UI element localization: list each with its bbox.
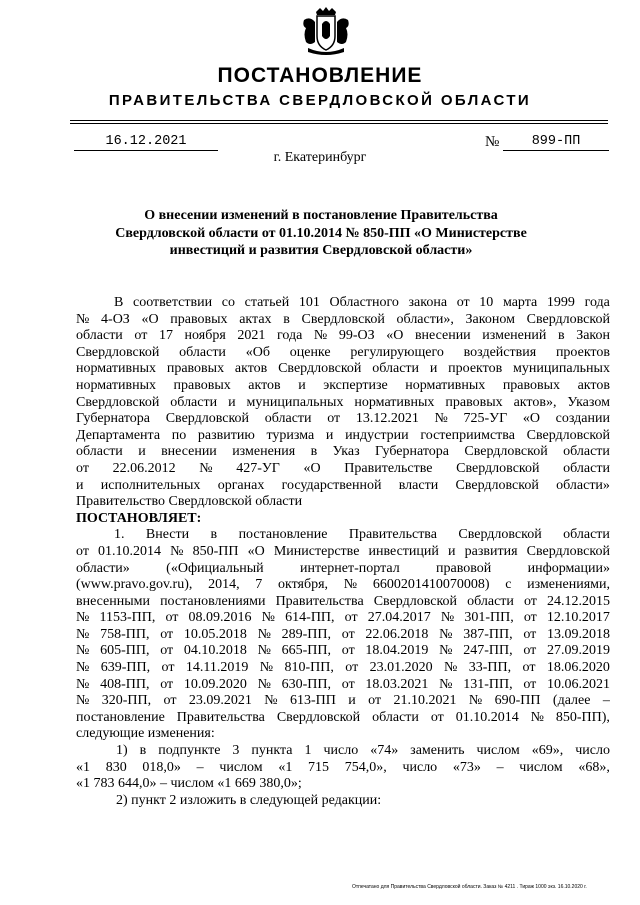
text-line: «1 783 644,0» – числом «1 669 380,0»; bbox=[76, 776, 302, 792]
text-line: Свердловской области и муниципальных нормативных правовых актов», Указом bbox=[76, 394, 610, 410]
text-line: области и внесении изменения в Указ Губернатора Свердловской области bbox=[76, 444, 610, 460]
text-line: Свердловской области «Об оценке регулирующего воздействия проектов bbox=[76, 344, 610, 360]
coat-of-arms-icon bbox=[300, 6, 352, 56]
text-line: № 1153-ПП, от 08.09.2016 № 614-ПП, от 27.04.2017 № 301-ПП, от 12.10.2017 bbox=[76, 610, 610, 626]
text-line: В соответствии со статьей 101 Областного закона от 10 марта 1999 года bbox=[114, 295, 610, 310]
document-body bbox=[76, 295, 610, 809]
text-line: от 01.10.2014 № 850-ПП «О Министерстве инвестиций и развития Свердловской bbox=[76, 543, 610, 559]
city: г. Екатеринбург bbox=[273, 150, 367, 165]
text-line: Департамента по развитию туризма и индустрии гостеприимства Свердловской bbox=[76, 427, 610, 443]
text-line: «1 830 018,0» – числом «1 715 754,0», число «73» – числом «68», bbox=[76, 759, 610, 775]
number-label: № bbox=[485, 134, 500, 150]
text-line: нормативных правовых актов Свердловской области и проектов муниципальных bbox=[76, 361, 610, 377]
header-divider bbox=[70, 120, 608, 121]
subitem-2: 2) пункт 2 изложить в следующей редакции: bbox=[116, 792, 382, 808]
text-line: Губернатора Свердловской области от 13.12.2021 № 725-УГ «О создании bbox=[76, 411, 610, 427]
document-subject: О внесении изменений в постановление Правительства Свердловской области от 01.10.2014 № 850-ПП «О Министерстве инвестиций и развития Свердловской области» bbox=[115, 208, 527, 258]
preamble bbox=[76, 295, 610, 511]
text-line: и исполнительных органах государственной власти Свердловской области» bbox=[76, 477, 610, 493]
text-line: от 22.06.2012 № 427-УГ «О Правительстве Свердловской области bbox=[76, 460, 610, 476]
header-divider-thin bbox=[70, 123, 608, 124]
text-line: № 4-ОЗ «О правовых актах в Свердловской области», Законом Свердловской bbox=[76, 311, 610, 327]
item-1 bbox=[76, 527, 610, 743]
subitem-1 bbox=[76, 743, 610, 793]
text-line: № 639-ПП, от 14.11.2019 № 810-ПП, от 23.01.2020 № 33-ПП, от 18.06.2020 bbox=[76, 660, 610, 676]
text-line: 1. Внести в постановление Правительства Свердловской области bbox=[114, 527, 610, 543]
document-date: 16.12.2021 bbox=[74, 134, 218, 151]
text-line: постановление Правительства Свердловской области от 01.10.2014 № 850-ПП), bbox=[76, 709, 610, 725]
text-line: № 605-ПП, от 04.10.2018 № 665-ПП, от 18.04.2019 № 247-ПП, от 27.09.2019 bbox=[76, 643, 610, 659]
text-line: 1) в подпункте 3 пункта 1 число «74» заменить числом «69», число bbox=[116, 743, 610, 759]
text-line: № 758-ПП, от 10.05.2018 № 289-ПП, от 22.06.2018 № 387-ПП, от 13.09.2018 bbox=[76, 626, 610, 642]
text-line: нормативных правовых актов и экспертизе нормативных правовых актов bbox=[76, 377, 610, 393]
text-line: следующие изменения: bbox=[76, 726, 215, 742]
resolves-heading: ПОСТАНОВЛЯЕТ: bbox=[76, 510, 202, 526]
document-number: 899-ПП bbox=[503, 134, 609, 151]
text-line: № 320-ПП, от 23.09.2021 № 613-ПП и от 21.10.2021 № 690-ПП (далее – bbox=[76, 693, 610, 709]
text-line: внесенными постановлениями Правительства Свердловской области от 24.12.2015 bbox=[76, 593, 610, 609]
text-line: области от 17 ноября 2021 года № 99-ОЗ «О внесении изменений в Закон bbox=[76, 328, 610, 344]
print-footer: Отпечатано для Правительства Свердловской области. Заказ № 4211 . Тираж 1000 экз. 16.10.2020 г. bbox=[352, 884, 587, 890]
text-line: Правительство Свердловской области bbox=[76, 494, 303, 510]
issuing-authority: ПРАВИТЕЛЬСТВА СВЕРДЛОВСКОЙ ОБЛАСТИ bbox=[108, 92, 532, 109]
text-line: области» («Официальный интернет-портал правовой информации» bbox=[76, 560, 610, 576]
document-type-title: ПОСТАНОВЛЕНИЕ bbox=[217, 64, 423, 87]
text-line: (www.pravo.gov.ru), 2014, 7 октября, № 6600201410070008) с изменениями, bbox=[76, 577, 610, 593]
text-line: № 408-ПП, от 10.09.2020 № 630-ПП, от 18.03.2021 № 131-ПП, от 10.06.2021 bbox=[76, 676, 610, 692]
